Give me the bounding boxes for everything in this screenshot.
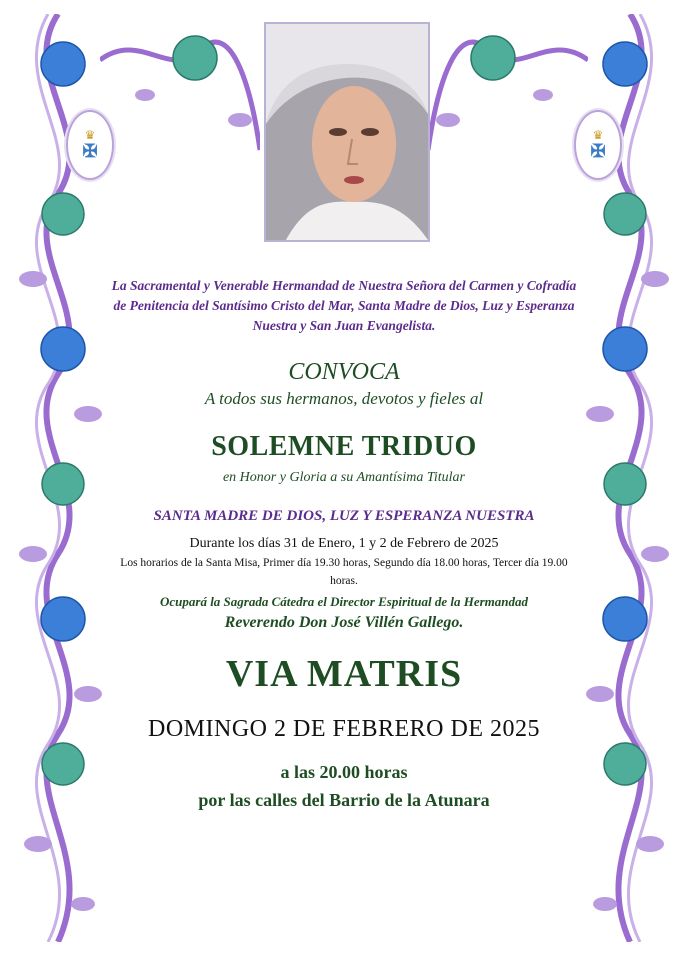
event-route: por las calles del Barrio de la Atunara: [198, 790, 490, 810]
virgin-portrait: [264, 22, 430, 242]
top-left-vine: [100, 20, 260, 170]
dates-line: Durante los días 31 de Enero, 1 y 2 de Febrero de 2025: [189, 536, 499, 551]
mass-schedule: Los horarios de la Santa Misa, Primer día 19.30 horas, Segundo día 18.00 horas, Tercer día 19.00 horas.: [120, 557, 568, 587]
via-matris-title: VIA MATRIS: [225, 653, 463, 695]
convocation-text: [108, 276, 580, 814]
event-date: DOMINGO 2 DE FEBRERO DE 2025: [148, 716, 540, 742]
top-right-vine: [428, 20, 588, 170]
reverend-name: Reverendo Don José Villén Gallego.: [224, 614, 464, 631]
triduo-title: SOLEMNE TRIDUO: [211, 431, 477, 462]
honor-line: en Honor y Gloria a su Amantísima Titular: [222, 470, 466, 485]
hermandad-name: La Sacramental y Venerable Hermandad de Nuestra Señora del Carmen y Cofradía de Penitencia del Santísimo Cristo del Mar, Santa Madre de Dios, Luz y Esperanza Nuestra y San Juan Evangelista.: [111, 278, 577, 333]
titular-name: SANTA MADRE DE DIOS, LUZ Y ESPERANZA NUESTRA: [153, 508, 535, 524]
marian-monogram-icon: ♛ ✠: [66, 110, 114, 180]
convoca-heading: CONVOCA: [288, 359, 400, 385]
catedra-line: Ocupará la Sagrada Cátedra el Director Espiritual de la Hermandad: [160, 594, 528, 609]
marian-monogram-icon: ♛ ✠: [574, 110, 622, 180]
event-time: a las 20.00 horas: [280, 762, 408, 782]
convoca-subtitle: A todos sus hermanos, devotos y fieles al: [204, 389, 484, 408]
